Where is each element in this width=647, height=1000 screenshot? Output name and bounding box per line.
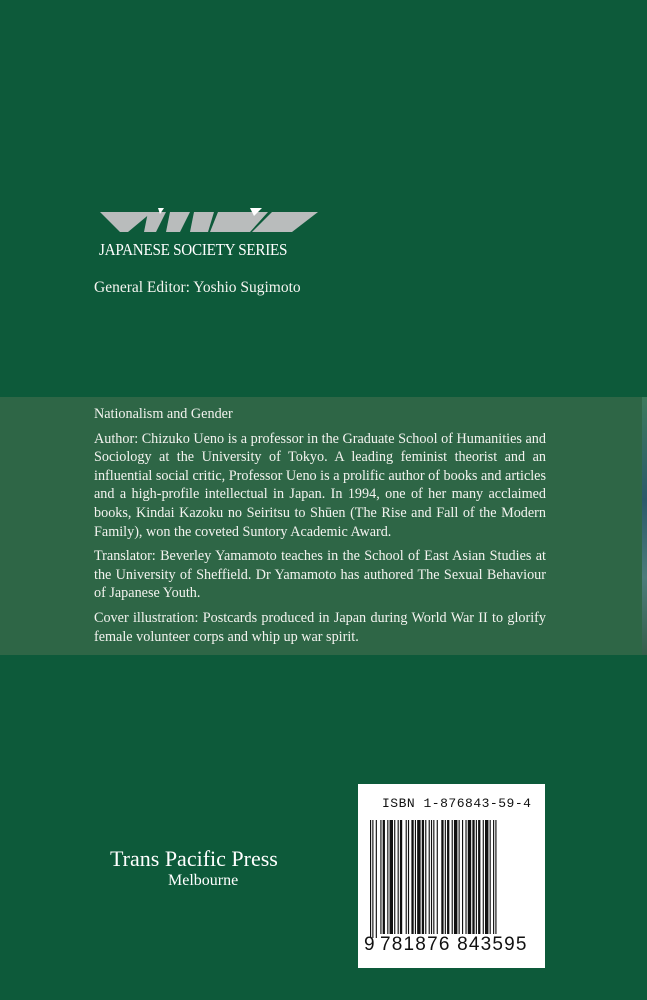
barcode-digits: 781876 843595 <box>378 934 540 956</box>
isbn-label: ISBN 1-876843-59-4 <box>382 796 532 811</box>
barcode-box <box>358 784 545 968</box>
publisher <box>110 846 310 890</box>
publisher-city: Melbourne <box>168 872 239 889</box>
author-bio: Author: Chizuko Ueno is a professor in the Graduate School of Humanities and Sociology at the University of Tokyo. A leading feminist theorist and an influential social critic, Professor Ueno is a prolific author of books and articles and a high-profile intellectual in Japan. In 1994, one of her many acclaimed books, Kindai Kazoku no Seiritsu to Shūen (The Rise and Fall of the Modern Family), won the coveted Suntory Academic Award. <box>94 430 546 540</box>
barcode-icon <box>368 820 538 938</box>
publisher-name: Trans Pacific Press <box>110 846 278 871</box>
series-title: JAPANESE SOCIETY SERIES <box>99 240 288 259</box>
general-editor: General Editor: Yoshio Sugimoto <box>94 279 301 296</box>
blurb-text <box>94 405 546 652</box>
front-cover-edge <box>642 397 647 655</box>
cover-illustration-note: Cover illustration: Postcards produced in Japan during World War II to glorify female volunteer corps and whip up war spirit. <box>94 609 546 645</box>
book-title: Nationalism and Gender <box>94 406 233 422</box>
barcode-first-digit: 9 <box>364 934 375 955</box>
series-logo-icon <box>100 208 320 236</box>
translator-bio: Translator: Beverley Yamamoto teaches in the School of East Asian Studies at the University of Sheffield. Dr Yamamoto has authored The Sexual Behaviour of Japanese Youth. <box>94 548 546 602</box>
